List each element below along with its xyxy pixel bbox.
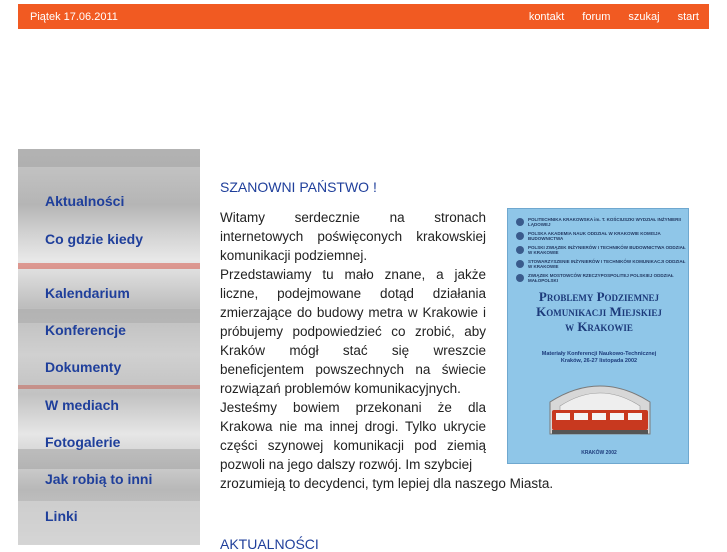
sidebar-photo-strip <box>18 263 200 269</box>
top-navigation <box>529 11 699 23</box>
organizer-logo-icon <box>516 260 524 268</box>
metro-train-illustration <box>546 372 654 438</box>
book-organizer-text: POLSKI ZWIĄZEK INŻYNIERÓW I TECHNIKÓW BUDOWNICTWA ODDZIAŁ W KRAKOWIE <box>528 245 686 255</box>
sidebar-item-co-gdzie-kiedy[interactable]: Co gdzie kiedy <box>45 231 144 247</box>
book-organizer-row <box>516 215 686 229</box>
sidebar-photo-strip <box>18 149 200 167</box>
intro-text <box>220 208 486 474</box>
sidebar-item-aktualnosci[interactable]: Aktualności <box>45 193 125 209</box>
nav-link-forum[interactable]: forum <box>582 11 611 23</box>
intro-paragraph: Jesteśmy bowiem przekonani że dla Krakowa nie ma innej drogi. Tylko ukrycie części szynowej komunikacji pod ziemią pozwoli na jego dalszy rozwój. Im szybciej <box>220 400 486 472</box>
book-title <box>508 289 690 334</box>
sidebar-item-konferencje[interactable]: Konferencje <box>45 322 126 338</box>
sidebar-photo-strip <box>18 449 200 469</box>
page-title: SZANOWNI PAŃSTWO ! <box>220 179 377 195</box>
nav-link-start[interactable]: start <box>677 11 699 23</box>
sidebar-photo-strip <box>18 385 200 389</box>
sidebar-photo-strip <box>18 309 200 323</box>
book-title-line: Problemy Podziemnej <box>538 289 660 304</box>
book-subtitle <box>508 351 690 365</box>
sidebar-item-jak-robia-to-inni[interactable]: Jak robią to inni <box>45 471 153 487</box>
book-organizer-row <box>516 243 686 257</box>
main-content <box>219 149 709 552</box>
nav-link-kontakt[interactable]: kontakt <box>528 11 565 23</box>
book-organizer-text: ZWIĄZEK MOSTOWCÓW RZECZYPOSPOLITEJ POLSKIEJ ODDZIAŁ MAŁOPOLSKI <box>528 273 674 283</box>
sidebar-item-fotogalerie[interactable]: Fotogalerie <box>45 434 121 450</box>
book-title-line: w Krakowie <box>565 319 633 334</box>
book-organizer-text: POLSKA AKADEMIA NAUK ODDZIAŁ W KRAKOWIE KOMISJA BUDOWNICTWA <box>528 231 661 241</box>
content-area <box>18 149 709 552</box>
book-subtitle-line: Materiały Konferencji Naukowo-Technicznej <box>541 351 657 357</box>
sidebar-item-dokumenty[interactable]: Dokumenty <box>45 359 122 375</box>
book-organizer-row <box>516 229 686 243</box>
organizer-logo-icon <box>516 246 524 254</box>
sidebar <box>18 149 200 545</box>
book-organizer-text: POLITECHNIKA KRAKOWSKA im. T. KOŚCIUSZKI WYDZIAŁ INŻYNIERII LĄDOWEJ <box>528 217 681 227</box>
book-organizer-text: STOWARZYSZENIE INŻYNIERÓW I TECHNIKÓW KOMUNIKACJI ODDZIAŁ W KRAKOWIE <box>528 259 686 269</box>
top-bar <box>18 4 709 29</box>
current-date: Piątek 17.06.2011 <box>30 11 118 23</box>
sidebar-item-kalendarium[interactable]: Kalendarium <box>45 285 130 301</box>
nav-link-szukaj[interactable]: szukaj <box>628 11 660 23</box>
book-organizer-row <box>516 271 686 285</box>
conference-book-cover[interactable] <box>507 208 689 464</box>
book-title-line: Komunikacji Miejskiej <box>536 304 662 319</box>
sidebar-item-linki[interactable]: Linki <box>45 508 78 524</box>
book-place-year: KRAKÓW 2002 <box>581 450 617 456</box>
intro-paragraph: Witamy serdecznie na stronach internetowych poświęconych krakowskiej komunikacji podziemnej. <box>220 210 486 263</box>
organizer-logo-icon <box>516 274 524 282</box>
news-section-title: AKTUALNOŚCI <box>220 536 319 552</box>
book-organizer-row <box>516 257 686 271</box>
intro-paragraph-tail: zrozumieją to decydenci, tym lepiej dla naszego Miasta. <box>220 476 554 491</box>
intro-paragraph: Przedstawiamy tu mało znane, a jakże liczne, podejmowane dotąd działania zmierzające do budowy metra w Krakowie i próbujemy podpowiedzieć co zrobić, aby Kraków mógł stać się wreszcie beneficjentem powszechnych na świecie rozwiązań problemów komunikacyjnych. <box>220 267 486 396</box>
book-subtitle-line: Kraków, 26-27 listopada 2002 <box>560 358 638 364</box>
organizer-logo-icon <box>516 218 524 226</box>
organizer-logo-icon <box>516 232 524 240</box>
book-organizers <box>516 215 686 285</box>
sidebar-item-w-mediach[interactable]: W mediach <box>45 397 119 413</box>
